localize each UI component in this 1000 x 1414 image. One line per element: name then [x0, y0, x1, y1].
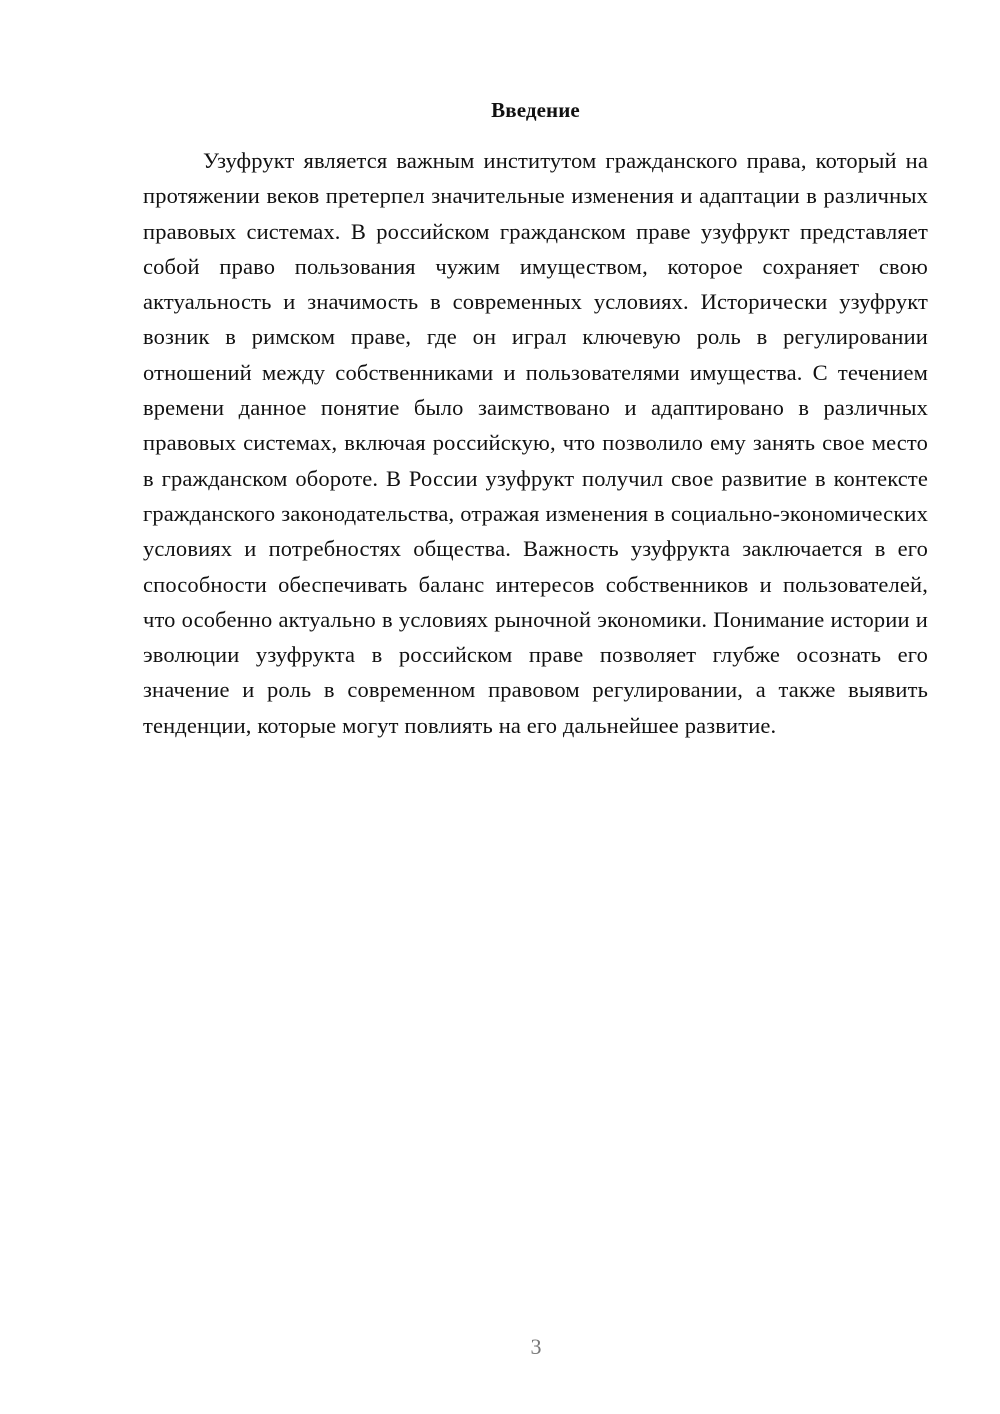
page-number: 3 [530, 1334, 542, 1359]
section-heading: Введение [491, 98, 580, 122]
body-paragraph: Узуфрукт является важным институтом гражданского права, который на протяжении веков претерпел значительные изменения и адаптации в различных правовых системах. В российском гражданском праве узуфрукт представляет собой право пользования чужим имуществом, которое сохраняет свою актуальность и значимость в современных условиях. Исторически узуфрукт возник в римском праве, где он играл ключевую роль в регулировании отношений между собственниками и пользователями имущества. С течением времени данное понятие было заимствовано и адаптировано в различных правовых системах, включая российскую, что позволило ему занять свое место в гражданском обороте. В России узуфрукт получил свое развитие в контексте гражданского законодательства, отражая изменения в социально-экономических условиях и потребностях общества. Важность узуфрукта заключается в его способности обеспечивать баланс интересов собственников и пользователей, что особенно актуально в условиях рыночной экономики. Понимание истории и эволюции узуфрукта в российском праве позволяет глубже осознать его значение и роль в современном правовом регулировании, а также выявить тенденции, которые могут повлиять на его дальнейшее развитие. [143, 148, 928, 738]
